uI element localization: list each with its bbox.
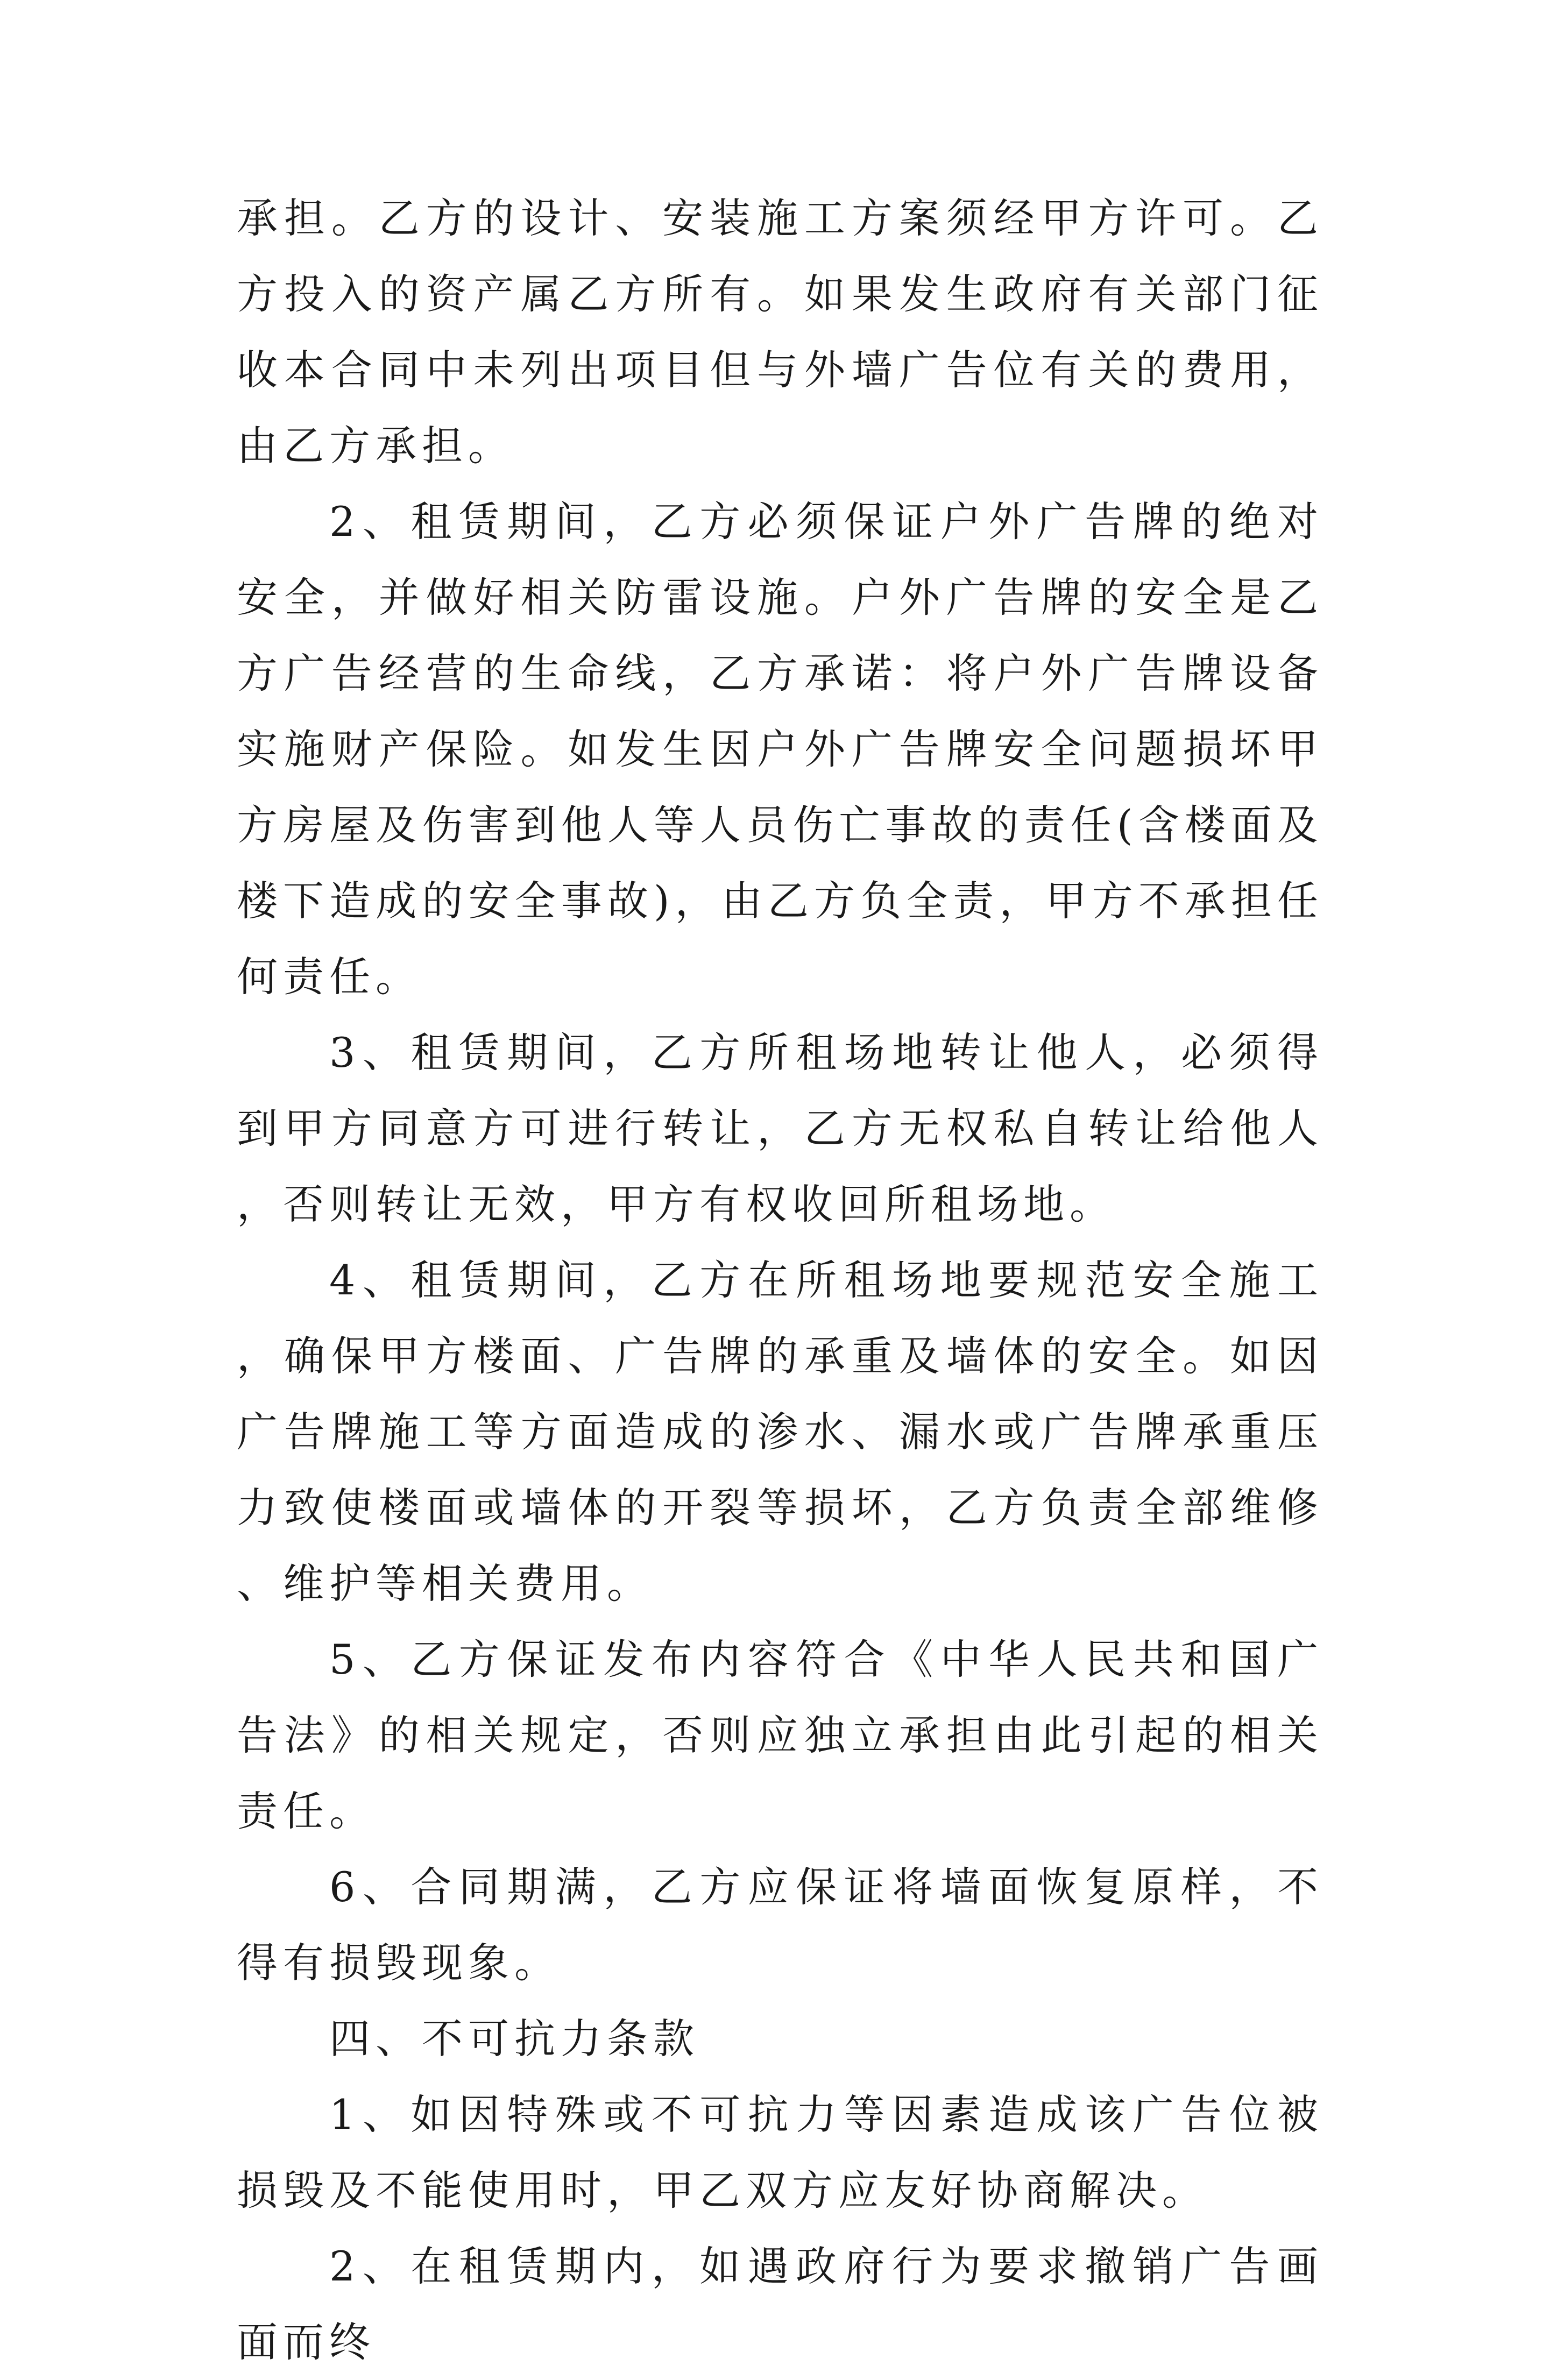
paragraph-force-majeure-2: 2、在租赁期内，如遇政府行为要求撤销广告画面而终 [237, 2242, 1324, 2366]
paragraph-clause-2: 2、租赁期间，乙方必须保证户外广告牌的绝对安全，并做好相关防雷设施。户外广告牌的安全是乙方广告经营的生命线，乙方承诺：将户外广告牌设备实施财产保险。如发生因户外广告牌安全问题损坏甲方房屋及伤害到他人等人员伤亡事故的责任(含楼面及楼下造成的安全事故)，由乙方负全责，甲方不承担任何责任。 [237, 498, 1324, 1001]
document-page [237, 180, 1324, 2380]
paragraph-force-majeure-1: 1、如因特殊或不可抗力等因素造成该广告位被损毁及不能使用时，甲乙双方应友好协商解决。 [237, 2091, 1324, 2214]
paragraph-clause-5: 5、乙方保证发布内容符合《中华人民共和国广告法》的相关规定，否则应独立承担由此引起的相关责任。 [237, 1635, 1324, 1835]
paragraph-clause-3: 3、租赁期间，乙方所租场地转让他人，必须得到甲方同意方可进行转让，乙方无权私自转让给他人，否则转让无效，甲方有权收回所租场地。 [237, 1029, 1324, 1228]
paragraph-clause-4: 4、租赁期间，乙方在所租场地要规范安全施工，确保甲方楼面、广告牌的承重及墙体的安全。如因广告牌施工等方面造成的渗水、漏水或广告牌承重压力致使楼面或墙体的开裂等损坏，乙方负责全部维修、维护等相关费用。 [237, 1256, 1324, 1607]
paragraph-continuation: 承担。乙方的设计、安装施工方案须经甲方许可。乙方投入的资产属乙方所有。如果发生政府有关部门征收本合同中未列出项目但与外墙广告位有关的费用，由乙方承担。 [237, 194, 1324, 470]
paragraph-clause-6: 6、合同期满，乙方应保证将墙面恢复原样，不得有损毁现象。 [237, 1863, 1324, 1987]
section-heading-force-majeure: 四、不可抗力条款 [329, 2015, 699, 2063]
